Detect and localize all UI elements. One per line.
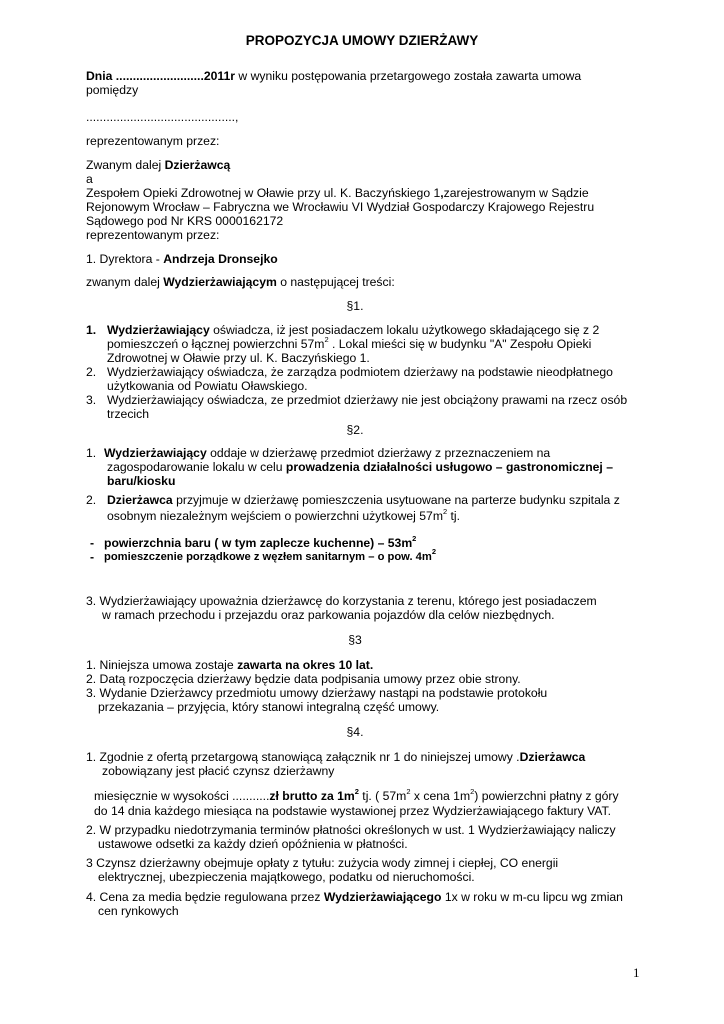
s1-item-1-number: 1. (86, 323, 97, 337)
s1-item-3-line-2: trzecich (107, 407, 149, 421)
s4-item-2-line-2: ustawowe odsetki za każdy dzień opóźnienia w płatności. (98, 837, 408, 851)
monthly-rent-calc-3: ) powierzchni płatny z góry (474, 789, 619, 803)
section-3-heading: §3 (348, 633, 362, 647)
s1-item-1-text: oświadcza, iż jest posiadaczem lokalu użytkowego składającego się z 2 (209, 323, 600, 337)
monthly-rent-sup-3: 2 (470, 786, 475, 796)
s2-item-2-num: 2. (86, 493, 97, 507)
conjunction: a (86, 172, 93, 186)
monthly-rent-sup: 2 (354, 786, 359, 796)
s4-item-3-line-1: 3 Czynsz dzierżawny obejmuje opłaty z tytułu: zużycia wody zimnej i ciepłej, CO energii (86, 856, 559, 870)
s2-item-3-line-2: w ramach przechodu i przejazdu oraz parkowania pojazdów dla celów niezbędnych. (102, 608, 555, 622)
dash-2-mark: - (90, 550, 95, 564)
s3-item-1-text: 1. Niniejsza umowa zostaje (86, 658, 238, 672)
represented-by: reprezentowanym przez: (86, 134, 220, 148)
s2-item-2-area: osobnym niezależnym wejściem o powierzchni użytkowej 57m (107, 509, 443, 523)
monthly-rent-calc-2: x cena 1m (410, 789, 471, 803)
represented-by-2: reprezentowanym przez: (86, 228, 220, 242)
intro-line-2: pomiędzy (86, 83, 139, 97)
s1-item-2-line-2: użytkowania od Powiatu Oławskiego. (107, 379, 308, 393)
s4-item-4-rest: 1x w roku w m-cu lipcu wg zmian (441, 890, 623, 904)
lessor-term-suffix: o następującej treści: (276, 275, 395, 289)
s4-item-2-line-1: 2. W przypadku niedotrzymania terminów płatności określonych w ust. 1 Wydzierżawiający naliczy (86, 823, 616, 837)
s2-item-1-line-2 (107, 460, 613, 475)
s4-item-1-line-2: zobowiązany jest płacić czynsz dzierżawny (102, 764, 335, 778)
s1-item-1-sup: 2 (324, 334, 329, 344)
utility-room: pomieszczenie porządkowe z węzłem sanitarnym – o pow. 4m (104, 551, 432, 563)
s4-item-4-lessor: Wydzierżawiającego (323, 890, 442, 904)
page-number: 1 (633, 965, 640, 980)
s2-item-2-bold: Dzierżawca (107, 493, 173, 507)
dash-1-mark: - (90, 536, 95, 550)
s2-item-2-tj: tj. (447, 509, 461, 523)
lessor-name: Zespołem Opieki Zdrowotnej w Oławie przy ul. K. Baczyńskiego 1 (86, 186, 441, 200)
s1-item-1-area: pomieszczeń o łącznej powierzchni 57m (107, 337, 325, 351)
intro-text: w wyniku postępowania przetargowego została zawarta umowa (235, 69, 582, 83)
s1-item-1-line-2 (107, 334, 592, 352)
s2-item-2-text: przyjmuje w dzierżawę pomieszczenia usytuowane na parterze budynku szpitala z (172, 493, 620, 507)
monthly-rent-calc: tj. ( 57m (358, 789, 407, 803)
s2-item-1-line-3 (107, 474, 175, 489)
section-4-heading: §4. (346, 725, 364, 739)
s1-item-1-line-3: Zdrowotnej w Oławie przy ul. K. Baczyńskiego 1. (107, 351, 370, 365)
s4-item-3-line-2: elektrycznej, ubezpieczenia majątkowego, podatku od nieruchomości. (98, 870, 475, 884)
s3-item-2: 2. Datą rozpoczęcia dzierżawy będzie data podpisania umowy przez obie strony. (86, 672, 521, 686)
dash-2 (90, 550, 94, 565)
director-line (86, 252, 278, 267)
lessor-comma: , (440, 186, 444, 200)
monthly-rent-price: zł brutto za 1m (269, 789, 355, 803)
s1-item-1-num (86, 323, 96, 338)
document-title: PROPOZYCJA UMOWY DZIERŻAWY (245, 33, 479, 48)
monthly-rent-sup-2: 2 (406, 786, 411, 796)
s3-item-1 (86, 658, 373, 673)
party-dots: ............................................, (86, 110, 239, 124)
s2-item-1-num: 1. (86, 446, 97, 460)
lessee-line (86, 158, 230, 173)
s4-item-1-lessee: Dzierżawca (519, 750, 586, 764)
lessor-term-line (86, 275, 395, 290)
s2-item-1-text: oddaje w dzierżawę przedmiot dzierżawy z przeznaczeniem na (206, 446, 551, 460)
s1-item-3-num: 3. (86, 393, 97, 407)
s3-item-3-line-2: przekazania – przyjęcia, który stanowi integralną część umowy. (98, 700, 440, 714)
s2-item-2-line-1 (107, 493, 620, 508)
lessee-prefix: Zwanym dalej (86, 158, 165, 172)
director-name: Andrzeja Dronsejko (163, 252, 278, 266)
monthly-rent-line-2: do 14 dnia każdego miesiąca na podstawie wystawionej przez Wydzierżawiającego faktury VAT. (94, 804, 611, 818)
lessor-line-3: Sądowego pod Nr KRS 0000162172 (86, 214, 284, 228)
s2-item-1-bold: Wydzierżawiający (104, 446, 207, 460)
lessor-term: Wydzierżawiającym (163, 275, 277, 289)
s2-item-1-activity: prowadzenia działalności usługowo – gastronomicznej – (285, 460, 613, 474)
bar-area-line (104, 533, 417, 551)
s3-item-3-line-1: 3. Wydanie Dzierżawcy przedmiotu umowy dzierżawy nastąpi na podstawie protokołu (86, 686, 548, 700)
s2-item-1-kiosk: baru/kiosku (107, 474, 176, 488)
bar-area: powierzchnia baru ( w tym zaplecze kuchenne) – 53m (104, 536, 413, 550)
lessor-registered: zarejestrowanym w Sądzie (443, 186, 589, 200)
utility-room-sup: 2 (431, 547, 437, 557)
s4-item-1-text: 1. Zgodnie z ofertą przetargową stanowiącą załącznik nr 1 do niniejszej umowy . (86, 750, 520, 764)
s1-item-1-line-1 (107, 323, 599, 338)
s1-item-3-line-1: Wydzierżawiający oświadcza, ze przedmiot dzierżawy nie jest obciążony prawami na rzecz osób (107, 393, 628, 407)
s1-item-1-bold: Wydzierżawiający (107, 323, 210, 337)
lessor-line-1 (86, 186, 589, 201)
lessor-term-prefix: zwanym dalej (86, 275, 164, 289)
monthly-rent-prefix: miesięcznie w wysokości ........... (94, 789, 270, 803)
s4-item-4-line-1 (86, 890, 623, 905)
s2-item-2-sup: 2 (442, 506, 448, 516)
date-label: Dnia ..........................2011r (86, 69, 236, 83)
section-2-heading: §2. (346, 423, 364, 437)
monthly-rent-line (94, 786, 619, 804)
s1-item-2-line-1: Wydzierżawiający oświadcza, że zarządza podmiotem dzierżawy na podstawie nieodpłatnego (107, 365, 613, 379)
intro-line (86, 69, 581, 84)
s2-item-3-line-1: 3. Wydzierżawiający upoważnia dzierżawcę do korzystania z terenu, którego jest posiadaczem (86, 594, 597, 608)
director-prefix: 1. Dyrektora - (86, 252, 164, 266)
bar-area-sup: 2 (412, 533, 417, 543)
s1-item-1-building: . Lokal mieści się w budynku "A" Zespołu Opieki (328, 337, 592, 351)
utility-room-line (104, 547, 437, 565)
s4-item-4-text: 4. Cena za media będzie regulowana przez (86, 890, 324, 904)
s2-item-2-line-2 (107, 506, 461, 524)
dash-1 (90, 536, 94, 551)
lessor-line-2: Rejonowym Wrocław – Fabryczna we Wrocławiu VI Wydział Gospodarczy Krajowego Rejestru (86, 200, 595, 214)
s4-item-1-line-1 (86, 750, 585, 765)
s4-item-4-line-2: cen rynkowych (98, 904, 179, 918)
s1-item-2-num: 2. (86, 365, 97, 379)
lessee-term: Dzierżawcą (164, 158, 231, 172)
s3-item-1-term: zawarta na okres 10 lat. (237, 658, 374, 672)
s2-item-1-purpose: zagospodarowanie lokalu w celu (107, 460, 286, 474)
section-1-heading: §1. (346, 299, 364, 313)
s2-item-1-line-1 (104, 446, 550, 461)
